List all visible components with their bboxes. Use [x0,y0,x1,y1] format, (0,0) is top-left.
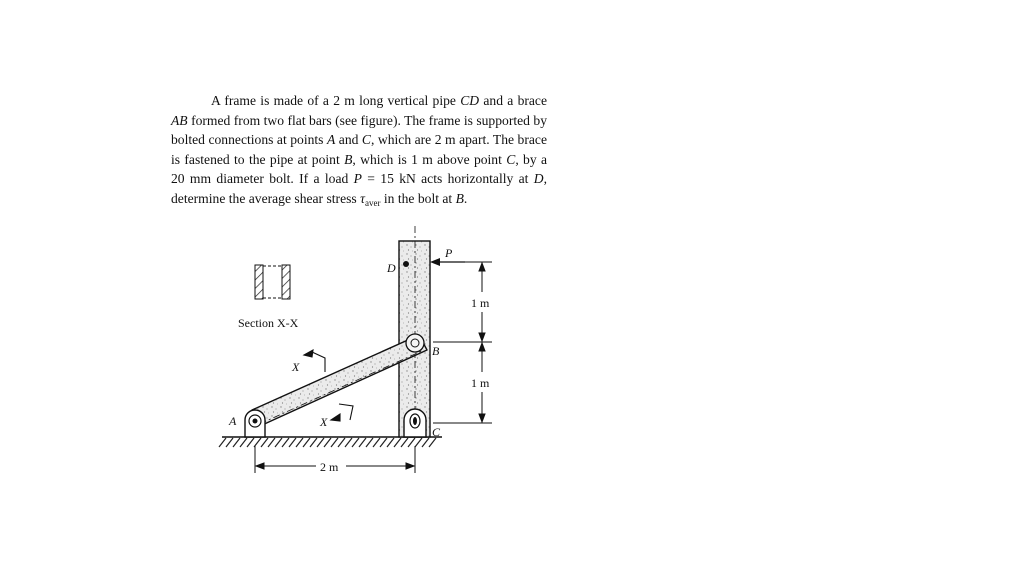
ground-hatch-line [282,438,289,447]
point-d-dot [403,261,409,267]
dim-label-base: 2 m [320,460,339,474]
dim-label-lower: 1 m [471,376,490,390]
ground-hatch-line [408,438,415,447]
ground-hatch-line [415,438,422,447]
support-c [404,409,426,437]
label-d: D [387,261,396,275]
ground-hatch-line [275,438,282,447]
label-x-upper: X [292,360,300,374]
ground-hatch-line [394,438,401,447]
ground-hatch-line [233,438,240,447]
ground-hatch-line [226,438,233,447]
ground-hatch-line [373,438,380,447]
label-p: P [445,246,453,260]
ground-hatch-line [240,438,247,447]
dim-label-upper: 1 m [471,296,490,310]
ground-hatch-line [268,438,275,447]
ground-hatch-line [429,438,436,447]
label-a: A [229,414,237,428]
ground-hatch-line [345,438,352,447]
bolt-b [406,334,424,352]
section-xx-sketch [255,265,290,299]
ground-hatch-line [289,438,296,447]
ground-hatch-line [359,438,366,447]
ground-hatch-line [310,438,317,447]
ground-hatch-line [387,438,394,447]
ground-hatch-line [401,438,408,447]
ground-hatch-line [303,438,310,447]
ground-hatch-line [324,438,331,447]
ground-hatch-line [422,438,429,447]
label-c: C [432,425,441,439]
ground-hatch-line [296,438,303,447]
ground-hatch-line [338,438,345,447]
ground-hatch-line [331,438,338,447]
ground-hatch-line [352,438,359,447]
label-b: B [432,344,440,358]
ground-hatch-line [254,438,261,447]
label-x-lower: X [320,415,328,429]
ground-hatch-line [317,438,324,447]
problem-statement: A frame is made of a 2 m long vertical pipe CD and a brace AB formed from two flat bars (see figure). The frame is supported by bolted connections at points A and C, which are 2 m apart. The brace is fastened to the pipe at point B, which is 1 m above point C, by a 20 mm diameter bolt. If a load P = 15 kN acts horizontally at D, determine the average shear stress $\tau_{aver}$ in the bolt at B. [171,93,548,208]
ground [219,437,442,447]
ground-hatch-line [247,438,254,447]
pipe-cd [399,226,430,437]
dimension-lines-vertical [433,262,492,423]
ground-hatch-line [261,438,268,447]
section-label: Section X-X [238,316,299,330]
ground-hatch-line [380,438,387,447]
support-a [245,410,265,437]
ground-hatch-line [219,438,226,447]
ground-hatch-line [366,438,373,447]
